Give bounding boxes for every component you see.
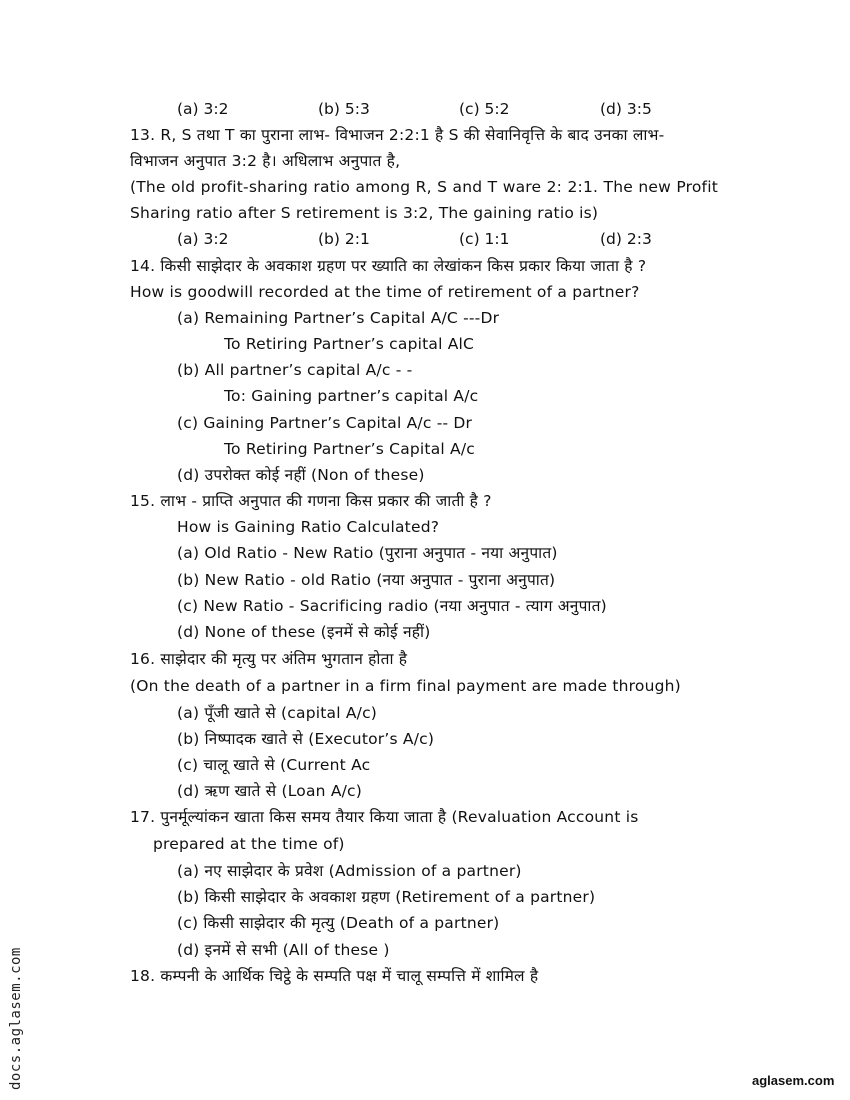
q16-option-a: (a) पूँजी खाते से (capital A/c) [177,704,378,722]
q13-option-a: (a) 3:2 [177,230,229,248]
q12-option-b: (b) 5:3 [318,100,370,118]
q14-option-a-line1: (a) Remaining Partner’s Capital A/C ---Dr [177,309,500,327]
q13-hindi-line1: 13. R, S तथा T का पुराना लाभ- विभाजन 2:2:1 है S की सेवानिवृत्ति के बाद उनका लाभ- [130,126,665,144]
q16-option-b: (b) निष्पादक खाते से (Executor’s A/c) [177,730,435,748]
q17-option-d: (d) इनमें से सभी (All of these ) [177,941,390,959]
q17-line1: 17. पुनर्मूल्यांकन खाता किस समय तैयार किया जाता है (Revaluation Account is [130,808,639,826]
q15-option-d: (d) None of these (इनमें से कोई नहीं) [177,623,431,641]
q17-option-b: (b) किसी साझेदार के अवकाश ग्रहण (Retirement of a partner) [177,888,596,906]
q12-option-a: (a) 3:2 [177,100,229,118]
q18-hindi: 18. कम्पनी के आर्थिक चिट्ठे के सम्पति पक्ष में चालू सम्पत्ति में शामिल है [130,967,539,985]
q15-option-a: (a) Old Ratio - New Ratio (पुराना अनुपात - नया अनुपात) [177,544,558,562]
q14-option-c-line1: (c) Gaining Partner’s Capital A/c -- Dr [177,414,473,432]
q17-option-c: (c) किसी साझेदार की मृत्यु (Death of a partner) [177,914,500,932]
q17-line2: prepared at the time of) [153,835,345,853]
q15-english: How is Gaining Ratio Calculated? [177,518,440,536]
q15-option-c: (c) New Ratio - Sacrificing radio (नया अनुपात - त्याग अनुपात) [177,597,607,615]
q13-option-c: (c) 1:1 [459,230,510,248]
q14-option-b-line1: (b) All partner’s capital A/c - - [177,361,413,379]
q14-english: How is goodwill recorded at the time of retirement of a partner? [130,283,640,301]
q12-option-c: (c) 5:2 [459,100,510,118]
q16-option-c: (c) चालू खाते से (Current Ac [177,756,371,774]
q14-option-c-line2: To Retiring Partner’s Capital A/c [224,440,475,458]
q14-option-a-line2: To Retiring Partner’s capital AlC [224,335,475,353]
q13-english-line1: (The old profit-sharing ratio among R, S and T ware 2: 2:1. The new Profit [130,178,718,196]
footer-brand: aglasem.com [752,1073,835,1088]
q14-option-b-line2: To: Gaining partner’s capital A/c [224,387,479,405]
q13-option-d: (d) 2:3 [600,230,652,248]
q16-hindi: 16. साझेदार की मृत्यु पर अंतिम भुगतान होता है [130,650,408,668]
q12-option-d: (d) 3:5 [600,100,652,118]
q16-option-d: (d) ऋण खाते से (Loan A/c) [177,782,363,800]
q16-english: (On the death of a partner in a firm final payment are made through) [130,677,681,695]
q17-option-a: (a) नए साझेदार के प्रवेश (Admission of a partner) [177,862,522,880]
q13-english-line2: Sharing ratio after S retirement is 3:2, The gaining ratio is) [130,204,599,222]
q13-option-b: (b) 2:1 [318,230,370,248]
side-watermark: docs.aglasem.com [8,947,24,1090]
q14-hindi: 14. किसी साझेदार के अवकाश ग्रहण पर ख्याति का लेखांकन किस प्रकार किया जाता है ? [130,257,647,275]
q15-hindi: 15. लाभ - प्राप्ति अनुपात की गणना किस प्रकार की जाती है ? [130,492,492,510]
q14-option-d: (d) उपरोक्त कोई नहीं (Non of these) [177,466,425,484]
q15-option-b: (b) New Ratio - old Ratio (नया अनुपात - पुराना अनुपात) [177,571,556,589]
q13-hindi-line2: विभाजन अनुपात 3:2 है। अधिलाभ अनुपात है, [130,152,401,170]
